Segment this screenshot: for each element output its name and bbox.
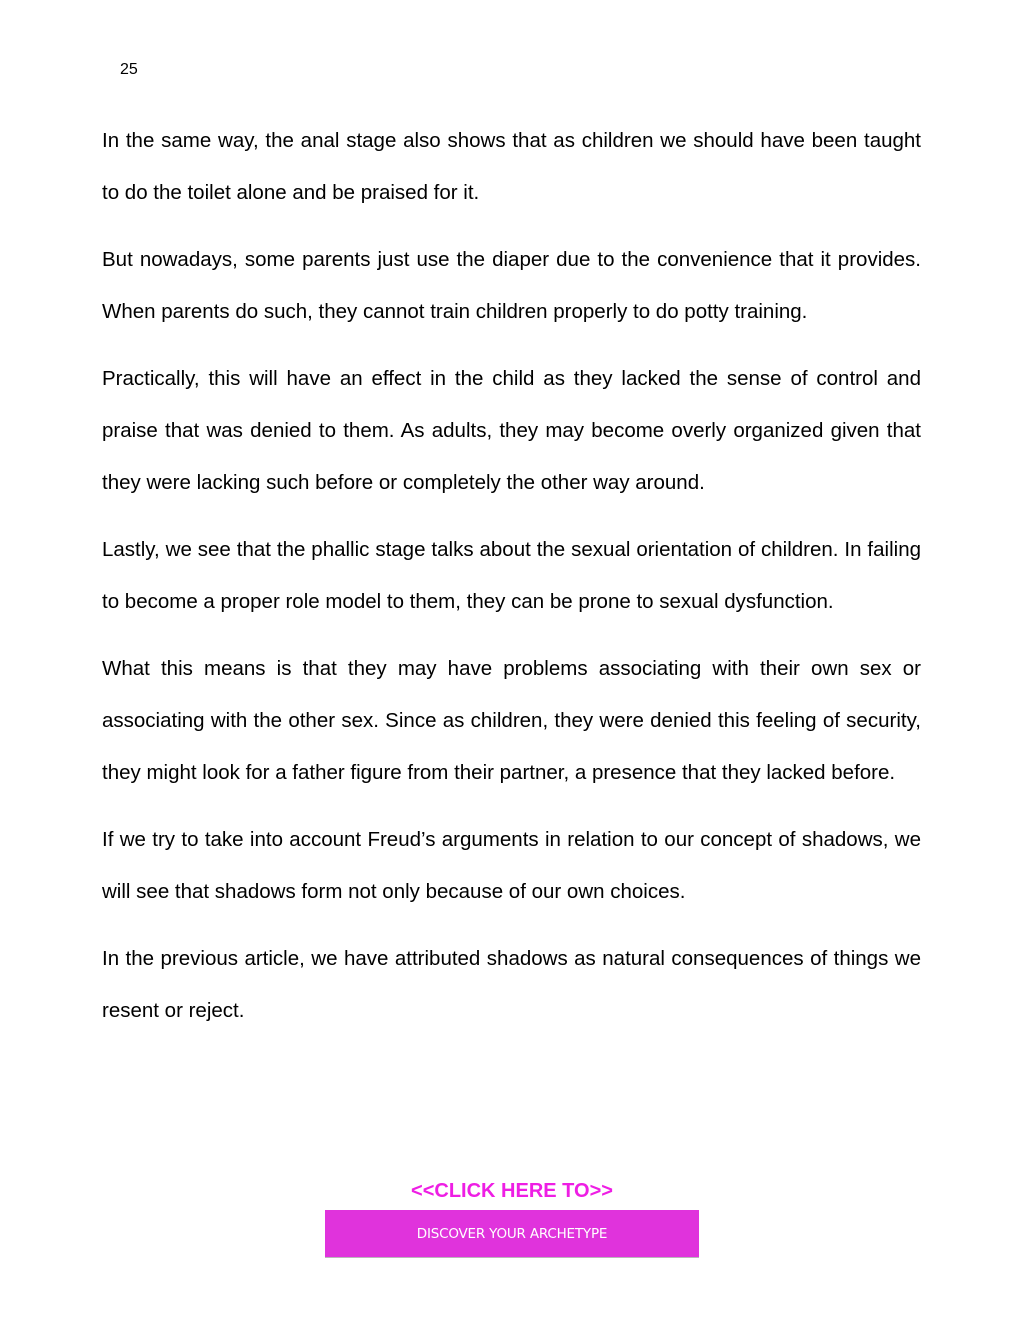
click-here-link[interactable]: <<CLICK HERE TO>> bbox=[411, 1180, 613, 1202]
paragraph-associating-sex: What this means is that they may have problems associating with their own sex or associating with the other sex. Since as children, they were denied this feeling of security, they might look for a father figure from their partner, a presence that they lacked before. bbox=[102, 657, 921, 784]
paragraph-freud-arguments: If we try to take into account Freud’s arguments in relation to our concept of shadows, we will see that shadows form not only because of our own choices. bbox=[102, 828, 921, 903]
paragraph-anal-stage: In the same way, the anal stage also shows that as children we should have been taught to do the toilet alone and be praised for it. bbox=[102, 129, 921, 204]
discover-archetype-button[interactable]: DISCOVER YOUR ARCHETYPE bbox=[325, 1210, 699, 1257]
paragraph-sense-of-control: Practically, this will have an effect in the child as they lacked the sense of control and praise that was denied to them. As adults, they may become overly organized given that they were lacking such before or completely the other way around. bbox=[102, 367, 921, 494]
paragraph-diaper-convenience: But nowadays, some parents just use the diaper due to the convenience that it provides. When parents do such, they cannot train children properly to do potty training. bbox=[102, 248, 921, 323]
document-body bbox=[102, 115, 921, 1052]
paragraph-phallic-stage: Lastly, we see that the phallic stage talks about the sexual orientation of children. In failing to become a proper role model to them, they can be prone to sexual dysfunction. bbox=[102, 538, 921, 613]
page-number: 25 bbox=[120, 61, 138, 78]
paragraph-previous-article: In the previous article, we have attributed shadows as natural consequences of things we resent or reject. bbox=[102, 947, 921, 1022]
